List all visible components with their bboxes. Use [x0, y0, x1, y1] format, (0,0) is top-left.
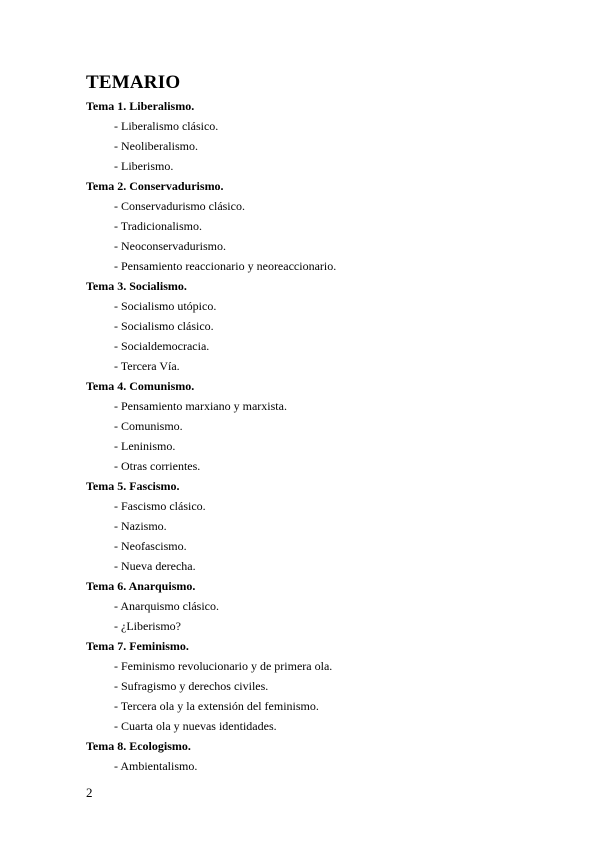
subtopic-item: - Sufragismo y derechos civiles.	[114, 679, 269, 693]
subtopic-item: - Pensamiento reaccionario y neoreaccionario.	[114, 259, 337, 273]
subtopic-item: - Liberismo.	[114, 159, 174, 173]
subtopic-item: - ¿Liberismo?	[114, 619, 181, 633]
topic-heading: Tema 8. Ecologismo.	[86, 739, 191, 753]
subtopic-item: - Socialismo clásico.	[114, 319, 214, 333]
subtopic-item: - Feminismo revolucionario y de primera ola.	[114, 659, 333, 673]
subtopic-item: - Anarquismo clásico.	[114, 599, 219, 613]
page-title: TEMARIO	[86, 72, 181, 93]
subtopic-item: - Nueva derecha.	[114, 559, 196, 573]
subtopic-item: - Fascismo clásico.	[114, 499, 206, 513]
topic-heading: Tema 5. Fascismo.	[86, 479, 180, 493]
subtopic-item: - Cuarta ola y nuevas identidades.	[114, 719, 277, 733]
subtopic-item: - Comunismo.	[114, 419, 183, 433]
subtopic-item: - Neoliberalismo.	[114, 139, 198, 153]
subtopic-item: - Liberalismo clásico.	[114, 119, 219, 133]
subtopic-item: - Tercera ola y la extensión del feminismo.	[114, 699, 319, 713]
subtopic-item: - Otras corrientes.	[114, 459, 201, 473]
subtopic-item: - Nazismo.	[114, 519, 167, 533]
topic-heading: Tema 4. Comunismo.	[86, 379, 195, 393]
topic-heading: Tema 7. Feminismo.	[86, 639, 189, 653]
subtopic-item: - Socialismo utópico.	[114, 299, 217, 313]
subtopic-item: - Tercera Vía.	[114, 359, 180, 373]
topic-heading: Tema 2. Conservadurismo.	[86, 179, 224, 193]
table-of-contents	[86, 96, 566, 776]
topic-heading: Tema 3. Socialismo.	[86, 279, 187, 293]
topic-heading: Tema 6. Anarquismo.	[86, 579, 196, 593]
subtopic-item: - Pensamiento marxiano y marxista.	[114, 399, 287, 413]
subtopic-item: - Ambientalismo.	[114, 759, 198, 773]
topic-heading: Tema 1. Liberalismo.	[86, 99, 195, 113]
page-number: 2	[86, 785, 93, 800]
subtopic-item: - Socialdemocracia.	[114, 339, 210, 353]
subtopic-item: - Neoconservadurismo.	[114, 239, 226, 253]
subtopic-item: - Neofascismo.	[114, 539, 187, 553]
subtopic-item: - Conservadurismo clásico.	[114, 199, 245, 213]
subtopic-item: - Tradicionalismo.	[114, 219, 203, 233]
subtopic-item: - Leninismo.	[114, 439, 176, 453]
